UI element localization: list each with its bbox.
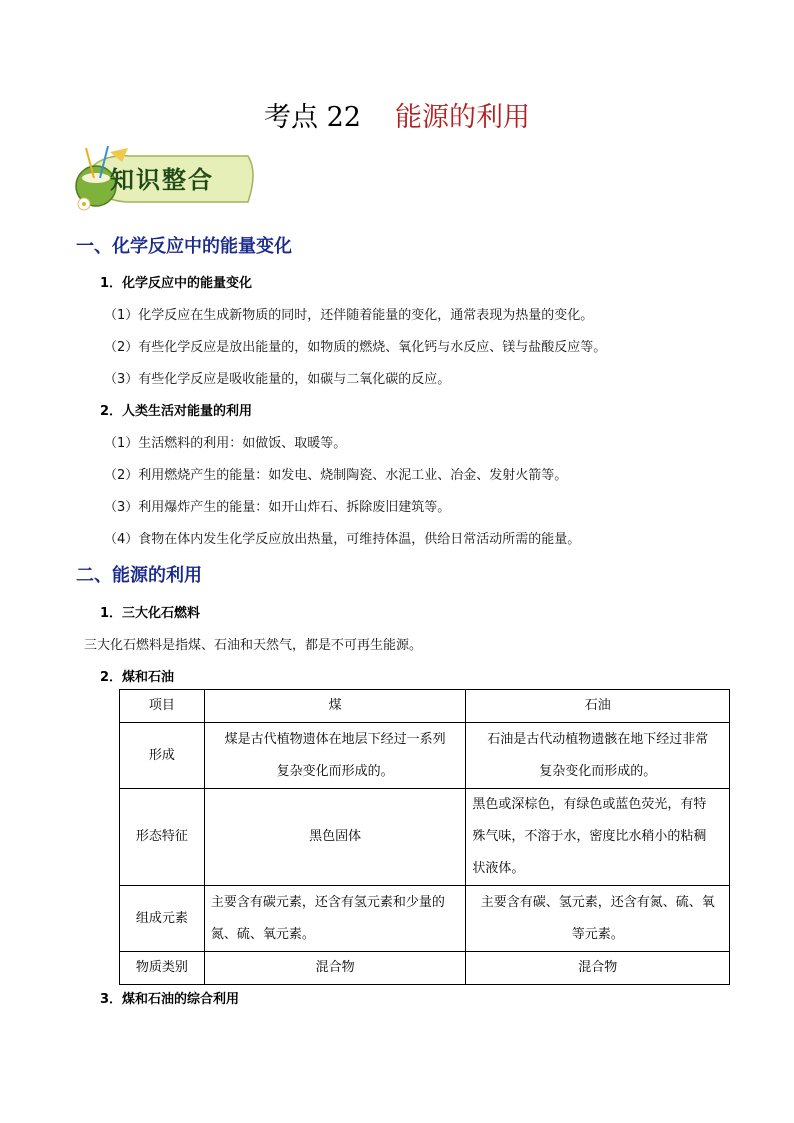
table-cell [204,723,466,789]
section2-sub3-heading: 3．煤和石油的综合利用 [100,992,240,1007]
badge-label: 知识整合 [110,165,214,194]
cell-line: 殊气味，不溶于水，密度比水稍小的粘稠 [472,829,707,844]
table-header: 石油 [466,690,730,723]
cell-line: 黑色固体 [309,829,362,844]
table-row [120,723,730,789]
section1-sub1-heading: 1．化学反应中的能量变化 [100,276,253,291]
table-header-row [120,690,730,723]
table-cell [204,886,466,952]
fossil-fuel-text: 三大化石燃料是指煤、石油和天然气，都是不可再生能源。 [84,638,423,653]
section2-sub1-heading: 1．三大化石燃料 [100,606,201,621]
list-item: （3）利用爆炸产生的能量：如开山炸石、拆除废旧建筑等。 [104,500,451,515]
list-item: （2）有些化学反应是放出能量的，如物质的燃烧、氧化钙与水反应、镁与盐酸反应等。 [104,340,607,355]
table-cell [466,723,730,789]
table-row [120,789,730,886]
list-item: （1）化学反应在生成新物质的同时，还伴随着能量的变化，通常表现为热量的变化。 [104,308,594,323]
list-item: （1）生活燃料的利用：如做饭、取暖等。 [104,436,347,451]
list-item: （3）有些化学反应是吸收能量的，如碳与二氧化碳的反应。 [104,372,451,387]
row-label: 形成 [120,723,205,789]
knowledge-badge [70,142,260,214]
table-cell [466,886,730,952]
row-label: 物质类别 [120,952,205,985]
row-label: 形态特征 [120,789,205,886]
cell-line: 煤是古代植物遗体在地层下经过一系列 [224,731,446,747]
cell-line: 混合物 [578,960,618,975]
cell-line: 复杂变化而形成的。 [276,763,394,779]
section1-sub2-heading: 2．人类生活对能量的利用 [100,404,253,419]
cell-line: 石油是古代动植物遗骸在地下经过非常 [487,731,709,747]
table-cell [466,952,730,985]
list-item: （2）利用燃烧产生的能量：如发电、烧制陶瓷、水泥工业、冶金、发射火箭等。 [104,468,568,483]
cell-line: 主要含有碳元素，还含有氢元素和少量的 [210,894,445,910]
table-row [120,952,730,985]
cell-line: 混合物 [315,960,355,975]
coal-oil-table [119,689,730,985]
cell-line: 黑色或深棕色，有绿色或蓝色荧光，有特 [472,797,707,812]
table-row [120,886,730,952]
list-item: （4）食物在体内发生化学反应放出热量，可维持体温，供给日常活动所需的能量。 [104,532,581,547]
title-prefix: 考点 22 [264,102,361,133]
table-cell [204,952,466,985]
cell-line: 主要含有碳、氢元素，还含有氮、硫、氧 [480,894,715,910]
cell-line: 氮、硫、氧元素。 [210,926,315,942]
table-cell [204,789,466,886]
table-header: 项目 [120,690,205,723]
section1-heading: 一、化学反应中的能量变化 [76,236,292,257]
page-title [0,100,794,136]
title-main: 能源的利用 [394,102,530,133]
row-label: 组成元素 [120,886,205,952]
table-cell [466,789,730,886]
section2-sub2-heading: 2．煤和石油 [100,670,175,685]
cell-line: 复杂变化而形成的。 [539,763,657,779]
cell-line: 等元素。 [571,926,624,942]
section2-heading: 二、能源的利用 [76,565,202,586]
cell-line: 状液体。 [472,861,525,876]
table-header: 煤 [204,690,466,723]
